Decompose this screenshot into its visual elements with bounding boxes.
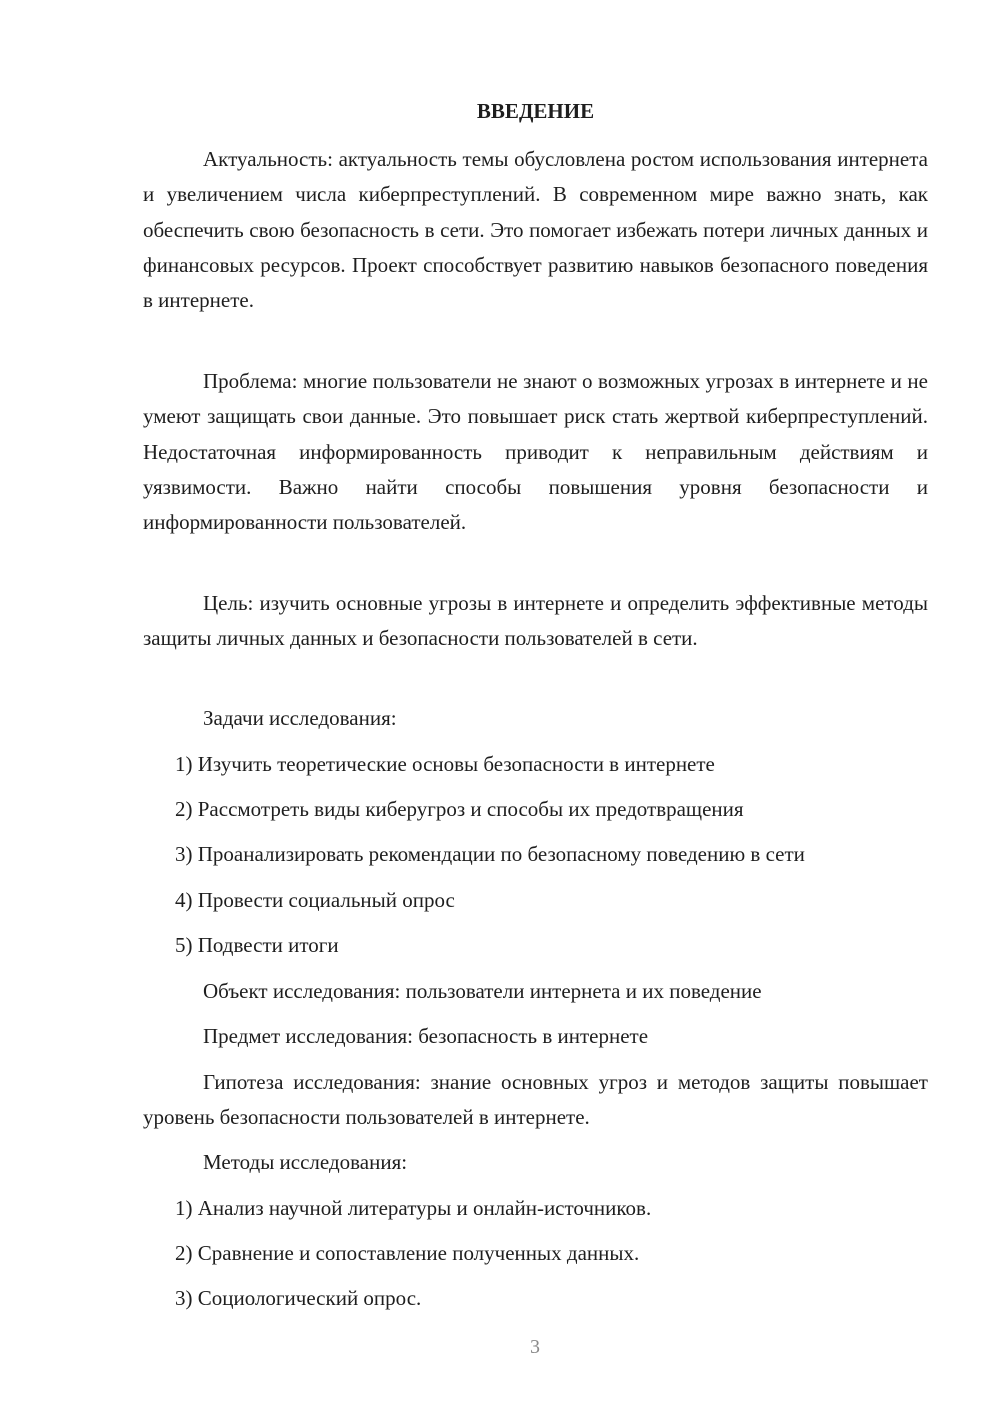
task-item-4: 4) Провести социальный опрос [175, 888, 455, 912]
page-number: 3 [530, 1336, 540, 1358]
methods-heading: Методы исследования: [203, 1150, 408, 1174]
task-item-3: 3) Проанализировать рекомендации по безопасному поведению в сети [175, 842, 805, 866]
task-item-1: 1) Изучить теоретические основы безопасности в интернете [175, 752, 715, 776]
task-item-5: 5) Подвести итоги [175, 933, 339, 957]
tasks-heading: Задачи исследования: [203, 706, 397, 730]
section-title: ВВЕДЕНИЕ [476, 99, 595, 123]
method-item-3: 3) Социологический опрос. [175, 1286, 422, 1310]
problem-paragraph: Проблема: многие пользователи не знают о возможных угрозах в интернете и не умеют защищать свои данные. Это повышает риск стать жертвой киберпреступлений. Недостаточная информированность приводит к неправильным действиям и уязвимости. Важно найти способы повышения уровня безопасности и информированности пользователей. [143, 369, 928, 535]
method-item-2: 2) Сравнение и сопоставление полученных данных. [175, 1241, 640, 1265]
goal-paragraph: Цель: изучить основные угрозы в интернете и определить эффективные методы защиты личных данных и безопасности пользователей в сети. [143, 591, 928, 651]
hypothesis-paragraph: Гипотеза исследования: знание основных угроз и методов защиты повышает уровень безопасности пользователей в интернете. [143, 1070, 928, 1130]
research-object: Объект исследования: пользователи интернета и их поведение [203, 979, 762, 1003]
task-item-2: 2) Рассмотреть виды киберугроз и способы их предотвращения [175, 797, 744, 821]
method-item-1: 1) Анализ научной литературы и онлайн-источников. [175, 1196, 652, 1220]
research-subject: Предмет исследования: безопасность в интернете [203, 1024, 649, 1048]
relevance-paragraph: Актуальность: актуальность темы обусловлена ростом использования интернета и увеличением числа киберпреступлений. В современном мире важно знать, как обеспечить свою безопасность в сети. Это помогает избежать потери личных данных и финансовых ресурсов. Проект способствует развитию навыков безопасного поведения в интернете. [143, 147, 928, 313]
